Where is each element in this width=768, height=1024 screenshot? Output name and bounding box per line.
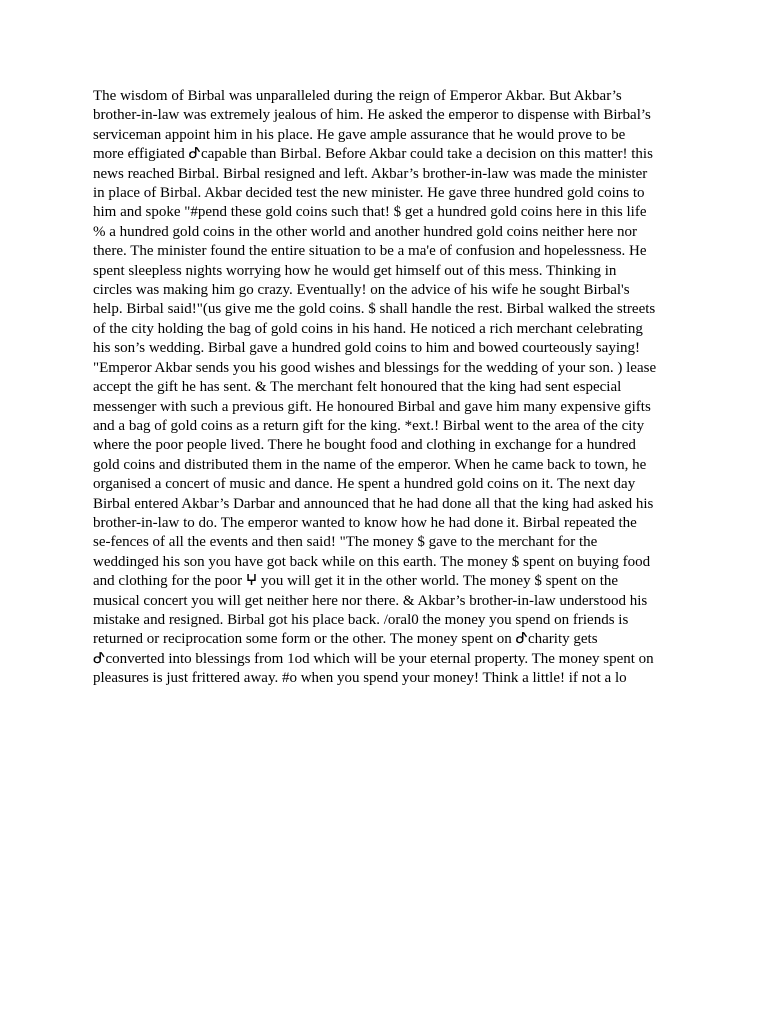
text-line: brother-in-law to do. The emperor wanted to know how he had done it. Birbal repeated the: [93, 514, 637, 531]
text-line: his son’s wedding. Birbal gave a hundred gold coins to him and bowed courteously saying!: [93, 340, 640, 357]
text-line: % a hundred gold coins in the other world and another hundred gold coins neither here nor: [93, 223, 638, 240]
text-line: organised a concert of music and dance. He spent a hundred gold coins on it. The next day: [93, 476, 636, 493]
text-line: The wisdom of Birbal was unparalleled during the reign of Emperor Akbar. But Akbar’s: [93, 88, 622, 104]
text-line: spent sleepless nights worrying how he would get himself out of this mess. Thinking in: [93, 262, 617, 279]
text-line: news reached Birbal. Birbal resigned and left. Akbar’s brother-in-law was made the minister: [93, 165, 648, 182]
text-line: where the poor people lived. There he bought food and clothing in exchange for a hundred: [93, 437, 636, 454]
story-paragraph: [93, 87, 683, 689]
text-line: and a bag of gold coins as a return gift for the king. *ext.! Birbal went to the area of the city: [93, 417, 645, 434]
text-line: in place of Birbal. Akbar decided test the new minister. He gave three hundred gold coins to: [93, 185, 645, 202]
text-line: Birbal entered Akbar’s Darbar and announced that he had done all that the king had asked his: [93, 495, 654, 512]
text-line: there. The minister found the entire situation to be a ma'e of confusion and hopelessness. He: [93, 243, 647, 260]
text-line: and clothing for the poor ⵖ you will get it in the other world. The money $ spent on the: [93, 573, 619, 590]
text-line: musical concert you will get neither here nor there. & Akbar’s brother-in-law understood his: [93, 592, 648, 609]
text-line: mistake and resigned. Birbal got his place back. /oral0 the money you spend on friends is: [93, 611, 629, 628]
text-line: help. Birbal said!"(us give me the gold coins. $ shall handle the rest. Birbal walked the streets: [93, 301, 656, 318]
text-line: messenger with such a previous gift. He honoured Birbal and gave him many expensive gifts: [93, 398, 651, 415]
text-line: of the city holding the bag of gold coins in his hand. He noticed a rich merchant celebrating: [93, 320, 643, 337]
text-line: "Emperor Akbar sends you his good wishes and blessings for the wedding of your son. ) lease: [93, 359, 657, 376]
text-line: circles was making him go crazy. Eventually! on the advice of his wife he sought Birbal's: [93, 282, 630, 299]
text-line: brother-in-law was extremely jealous of him. He asked the emperor to dispense with Birbal’s: [93, 107, 651, 124]
text-line: him and spoke "#pend these gold coins such that! $ get a hundred gold coins here in this life: [93, 204, 647, 221]
text-line: more effigiated ᕷcapable than Birbal. Before Akbar could take a decision on this matter! this: [93, 146, 653, 163]
text-line: returned or reciprocation some form or the other. The money spent on ᕷcharity gets: [93, 631, 598, 648]
text-line: pleasures is just frittered away. #o when you spend your money! Think a little! if not a lo: [93, 670, 627, 687]
text-line: ᕷconverted into blessings from 1od which will be your eternal property. The money spent on: [93, 650, 654, 667]
text-line: serviceman appoint him in his place. He gave ample assurance that he would prove to be: [93, 126, 626, 143]
text-line: accept the gift he has sent. & The merchant felt honoured that the king had sent especial: [93, 379, 622, 396]
text-line: se-fences of all the events and then said! "The money $ gave to the merchant for the: [93, 534, 598, 551]
text-line: weddinged his son you have got back while on this earth. The money $ spent on buying food: [93, 553, 651, 570]
text-line: gold coins and distributed them in the name of the emperor. When he came back to town, he: [93, 456, 647, 473]
